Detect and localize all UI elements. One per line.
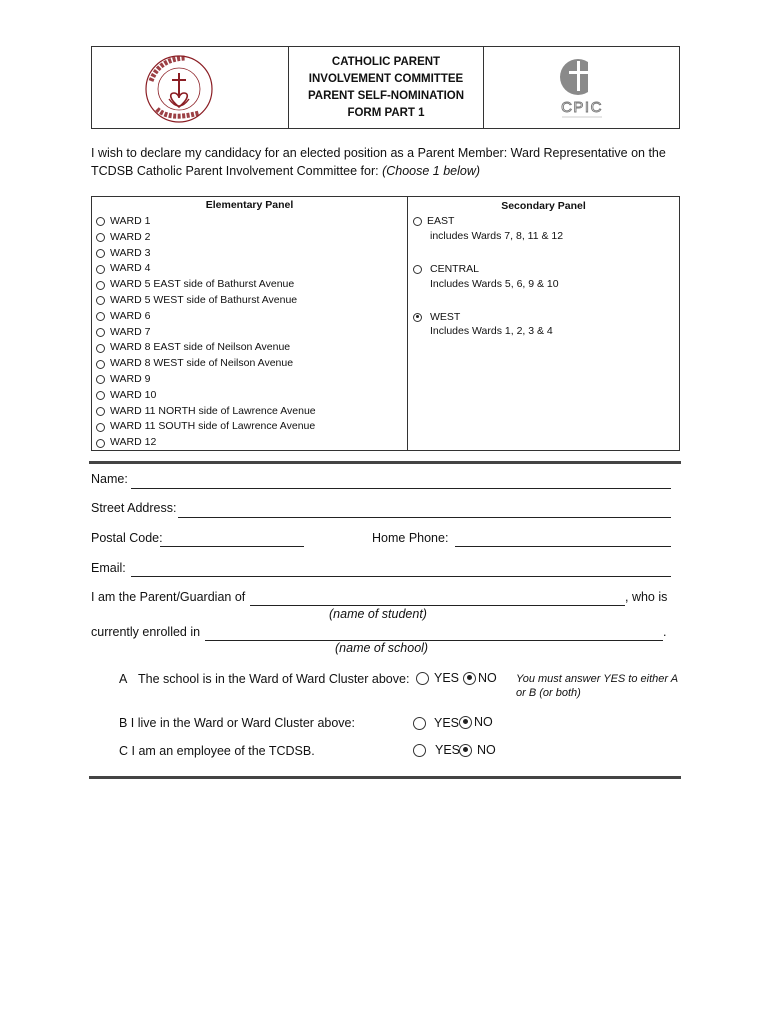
cpic-logo-cell: [484, 47, 679, 128]
ward-option[interactable]: [96, 356, 316, 372]
question-b-no[interactable]: [459, 715, 493, 729]
ward-option[interactable]: [96, 325, 316, 341]
ward-label: WARD 11 SOUTH side of Lawrence Avenue: [110, 420, 316, 433]
radio-icon[interactable]: [413, 717, 426, 730]
student-name-caption: (name of student): [329, 607, 427, 621]
radio-icon[interactable]: [413, 217, 422, 226]
ward-label: WARD 2: [110, 230, 151, 243]
secondary-label: EAST: [427, 215, 455, 227]
form-title: [296, 54, 476, 122]
radio-icon[interactable]: [96, 344, 105, 353]
street-label: Street Address:: [91, 501, 177, 515]
ward-option[interactable]: [96, 293, 316, 309]
title-line: PARENT SELF-NOMINATION: [307, 89, 465, 102]
panel-divider: [407, 197, 408, 450]
tcdsb-logo: [139, 53, 219, 125]
radio-icon[interactable]: [413, 265, 422, 274]
radio-icon[interactable]: [96, 423, 105, 432]
title-line: FORM PART 1: [347, 106, 425, 119]
secondary-sub: Includes Wards 1, 2, 3 & 4: [430, 325, 553, 338]
secondary-option-east[interactable]: [413, 214, 563, 230]
school-name-caption: (name of school): [335, 641, 429, 655]
question-c-text: C I am an employee of the TCDSB.: [119, 744, 315, 758]
yes-label: YES: [434, 671, 460, 685]
radio-icon[interactable]: [96, 360, 105, 369]
secondary-label: CENTRAL: [430, 262, 480, 275]
divider-rule: [89, 461, 681, 464]
question-a-yes[interactable]: [416, 671, 459, 685]
intro-line-2-text: TCDSB Catholic Parent Involvement Committee for:: [91, 164, 383, 178]
ward-label: WARD 5 EAST side of Bathurst Avenue: [110, 278, 295, 291]
answer-note: You must answer YES to either A or B (or both): [516, 673, 678, 699]
secondary-option-central[interactable]: [413, 262, 563, 278]
secondary-label: WEST: [430, 310, 461, 323]
ward-label: WARD 11 NORTH side of Lawrence Avenue: [110, 404, 316, 417]
ward-label: WARD 1: [110, 215, 151, 227]
radio-icon[interactable]: [413, 744, 426, 757]
form-title-cell: [289, 47, 484, 128]
radio-icon[interactable]: [96, 312, 105, 321]
radio-icon[interactable]: [96, 281, 105, 290]
secondary-option-west[interactable]: [413, 310, 563, 326]
ward-option[interactable]: [96, 214, 316, 230]
enrolled-label: currently enrolled in: [91, 625, 201, 639]
no-label: NO: [477, 743, 496, 757]
ward-option[interactable]: [96, 419, 316, 435]
cpic-logo-text: CPIC: [561, 99, 603, 116]
ward-label: WARD 3: [110, 246, 151, 259]
parent-of-label: I am the Parent/Guardian of: [91, 590, 246, 604]
who-is-label: , who is: [625, 590, 668, 604]
radio-icon[interactable]: [96, 233, 105, 242]
ward-option[interactable]: [96, 261, 316, 277]
ward-label: WARD 12: [110, 436, 157, 449]
elementary-panel-title: Elementary Panel: [205, 199, 294, 211]
radio-selected-icon[interactable]: [413, 313, 422, 322]
ward-option[interactable]: [96, 404, 316, 420]
ward-option[interactable]: [96, 388, 316, 404]
bottom-rule: [89, 776, 681, 779]
ward-option[interactable]: [96, 309, 316, 325]
radio-selected-icon[interactable]: [463, 672, 476, 685]
question-a-letter: A: [119, 672, 128, 686]
intro-paragraph: [91, 144, 691, 180]
radio-icon[interactable]: [96, 249, 105, 258]
secondary-options: [413, 214, 563, 337]
question-a-no[interactable]: [463, 671, 497, 685]
street-address-field[interactable]: [178, 517, 671, 518]
ward-label: WARD 6: [110, 309, 151, 322]
secondary-panel-title: Secondary Panel: [501, 200, 586, 212]
no-label: NO: [474, 715, 493, 729]
question-c-yes[interactable]: [413, 743, 460, 757]
phone-label: Home Phone:: [372, 531, 449, 545]
ward-label: WARD 5 WEST side of Bathurst Avenue: [110, 293, 298, 306]
ward-option[interactable]: [96, 246, 316, 262]
radio-icon[interactable]: [96, 296, 105, 305]
postal-code-field[interactable]: [160, 546, 304, 547]
intro-line-2: [91, 162, 691, 180]
radio-icon[interactable]: [96, 439, 105, 448]
radio-icon[interactable]: [96, 391, 105, 400]
question-c-no[interactable]: [459, 743, 496, 757]
school-name-field[interactable]: [205, 640, 663, 641]
cpic-logo: [552, 55, 612, 121]
elementary-options: [96, 214, 316, 451]
ward-option[interactable]: [96, 277, 316, 293]
ward-label: WARD 8 EAST side of Neilson Avenue: [110, 341, 291, 354]
tcdsb-logo-cell: [92, 47, 289, 128]
question-a-text: The school is in the Ward of Ward Cluster above:: [138, 672, 410, 686]
radio-icon[interactable]: [96, 217, 105, 226]
radio-icon[interactable]: [416, 672, 429, 685]
question-b-yes[interactable]: [413, 716, 459, 730]
title-line: CATHOLIC PARENT: [331, 55, 441, 68]
title-line: INVOLVEMENT COMMITTEE: [308, 72, 464, 85]
header-table: [91, 46, 680, 129]
intro-line-1: I wish to declare my candidacy for an elected position as a Parent Member: Ward Representative on the: [91, 146, 666, 160]
radio-icon[interactable]: [96, 328, 105, 337]
panels-box: [91, 196, 680, 451]
ward-label: WARD 9: [110, 372, 151, 385]
name-field[interactable]: [131, 488, 671, 489]
student-name-field[interactable]: [250, 605, 625, 606]
secondary-sub: includes Wards 7, 8, 11 & 12: [430, 229, 564, 242]
postal-label: Postal Code:: [91, 531, 163, 545]
email-label: Email:: [91, 561, 126, 575]
no-label: NO: [478, 671, 497, 685]
period-label: .: [663, 625, 667, 639]
radio-selected-icon[interactable]: [459, 716, 472, 729]
radio-icon[interactable]: [96, 265, 105, 274]
name-label: Name:: [91, 472, 128, 486]
radio-icon[interactable]: [96, 407, 105, 416]
yes-label: YES: [435, 743, 461, 757]
radio-icon[interactable]: [96, 375, 105, 384]
ward-label: WARD 7: [110, 325, 151, 338]
ward-option[interactable]: [96, 372, 316, 388]
ward-option[interactable]: [96, 230, 316, 246]
ward-label: WARD 8 WEST side of Neilson Avenue: [110, 357, 294, 370]
email-field[interactable]: [131, 576, 671, 577]
secondary-sub: Includes Wards 5, 6, 9 & 10: [430, 277, 559, 290]
yes-label: YES: [434, 716, 460, 730]
radio-selected-icon[interactable]: [459, 744, 472, 757]
question-b-text: B I live in the Ward or Ward Cluster above:: [119, 716, 355, 730]
ward-label: WARD 10: [110, 388, 157, 401]
choose-instruction: (Choose 1 below): [382, 164, 481, 178]
ward-label: WARD 4: [110, 262, 151, 275]
ward-option[interactable]: [96, 435, 316, 451]
ward-option[interactable]: [96, 340, 316, 356]
home-phone-field[interactable]: [455, 546, 671, 547]
